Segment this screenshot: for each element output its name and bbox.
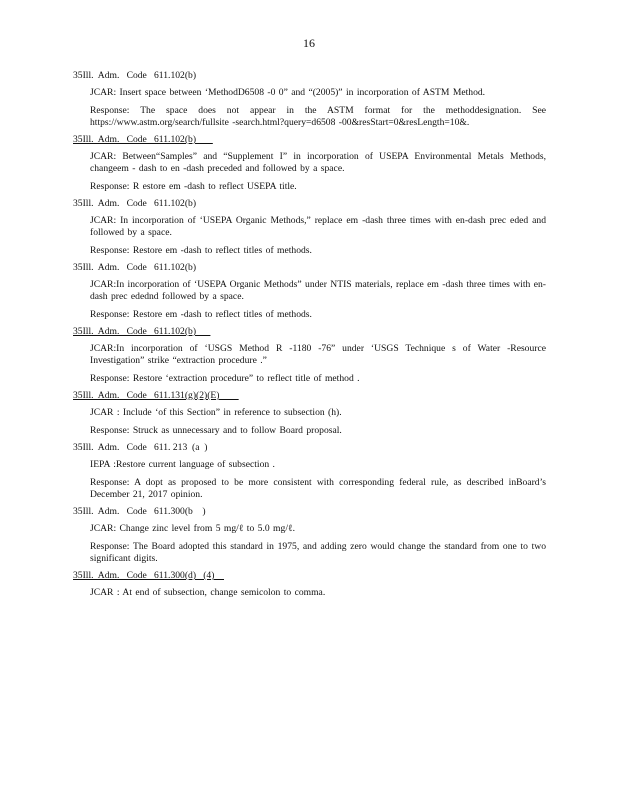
comment-entry xyxy=(72,442,546,501)
document-body xyxy=(72,70,546,604)
response-paragraph: Response: Restore ‘extraction procedure” to reflect title of method . xyxy=(90,373,360,384)
comment-paragraph: JCAR : Include ‘of this Section” in reference to subsection (h). xyxy=(90,407,342,418)
comment-paragraph: JCAR: Change zinc level from 5 mg/ℓ to 5.0 mg/ℓ. xyxy=(90,523,295,534)
comment-paragraph: JCAR:In incorporation of ‘USEPA Organic Methods” under NTIS materials, replace em -dash three times with en-dash prec edednd followed by a space. xyxy=(90,279,546,302)
comment-paragraph: JCAR: Insert space between ‘MethodD6508 -0 0” and “(2005)” in incorporation of ASTM Method. xyxy=(90,87,486,98)
comment-entry xyxy=(72,198,546,257)
code-citation: 35Ill. Adm. Code 611.131(g)(2)(E) xyxy=(73,390,239,401)
response-paragraph: Response: Struck as unnecessary and to follow Board proposal. xyxy=(90,425,342,436)
comment-paragraph: IEPA :Restore current language of subsection . xyxy=(90,459,275,470)
comment-entry xyxy=(72,326,546,385)
comment-paragraph: JCAR : At end of subsection, change semicolon to comma. xyxy=(90,587,326,598)
code-citation: 35Ill. Adm. Code 611. 213 (a ) xyxy=(73,442,208,453)
comment-entry xyxy=(72,70,546,129)
code-citation: 35Ill. Adm. Code 611.102(b) xyxy=(73,198,197,209)
code-citation: 35Ill. Adm. Code 611.102(b) xyxy=(73,134,213,145)
comment-paragraph: JCAR:In incorporation of ‘USGS Method R -1180 -76” under ‘USGS Technique s of Water -Resource Investigation” strike “extraction procedure .” xyxy=(90,343,546,366)
code-citation: 35Ill. Adm. Code 611.300(b ) xyxy=(73,506,206,517)
response-paragraph: Response: Restore em -dash to reflect titles of methods. xyxy=(90,245,312,256)
code-citation: 35Ill. Adm. Code 611.102(b) xyxy=(73,70,197,81)
response-paragraph: Response: A dopt as proposed to be more consistent with corresponding federal rule, as described inBoard’s December 21, 2017 opinion. xyxy=(90,477,546,500)
comment-entry xyxy=(72,390,546,437)
comment-entry xyxy=(72,134,546,193)
response-paragraph: Response: Restore em -dash to reflect titles of methods. xyxy=(90,309,312,320)
code-citation: 35Ill. Adm. Code 611.102(b) xyxy=(73,326,211,337)
response-paragraph: Response: R estore em -dash to reflect USEPA title. xyxy=(90,181,297,192)
code-citation: 35Ill. Adm. Code 611.102(b) xyxy=(73,262,197,273)
response-paragraph: Response: The Board adopted this standard in 1975, and adding zero would change the standard from one to two significant digits. xyxy=(90,541,546,564)
response-paragraph: Response: The space does not appear in the ASTM format for the methoddesignation. See https://www.astm.org/search/fullsite -search.html?query=d6508 -00&resStart=0&resLength=10&. xyxy=(90,105,546,128)
comment-entry xyxy=(72,506,546,565)
comment-entry xyxy=(72,262,546,321)
comment-paragraph: JCAR: Between“Samples” and “Supplement I” in incorporation of USEPA Environmental Metals Methods, changeem - dash to en -dash preceded and followed by a space. xyxy=(90,151,546,174)
code-citation: 35Ill. Adm. Code 611.300(d) (4) xyxy=(73,570,224,581)
comment-entry xyxy=(72,570,546,599)
page-number: 16 xyxy=(303,36,315,50)
comment-paragraph: JCAR: In incorporation of ‘USEPA Organic Methods,” replace em -dash three times with en-dash prec eded and followed by a space. xyxy=(90,215,546,238)
